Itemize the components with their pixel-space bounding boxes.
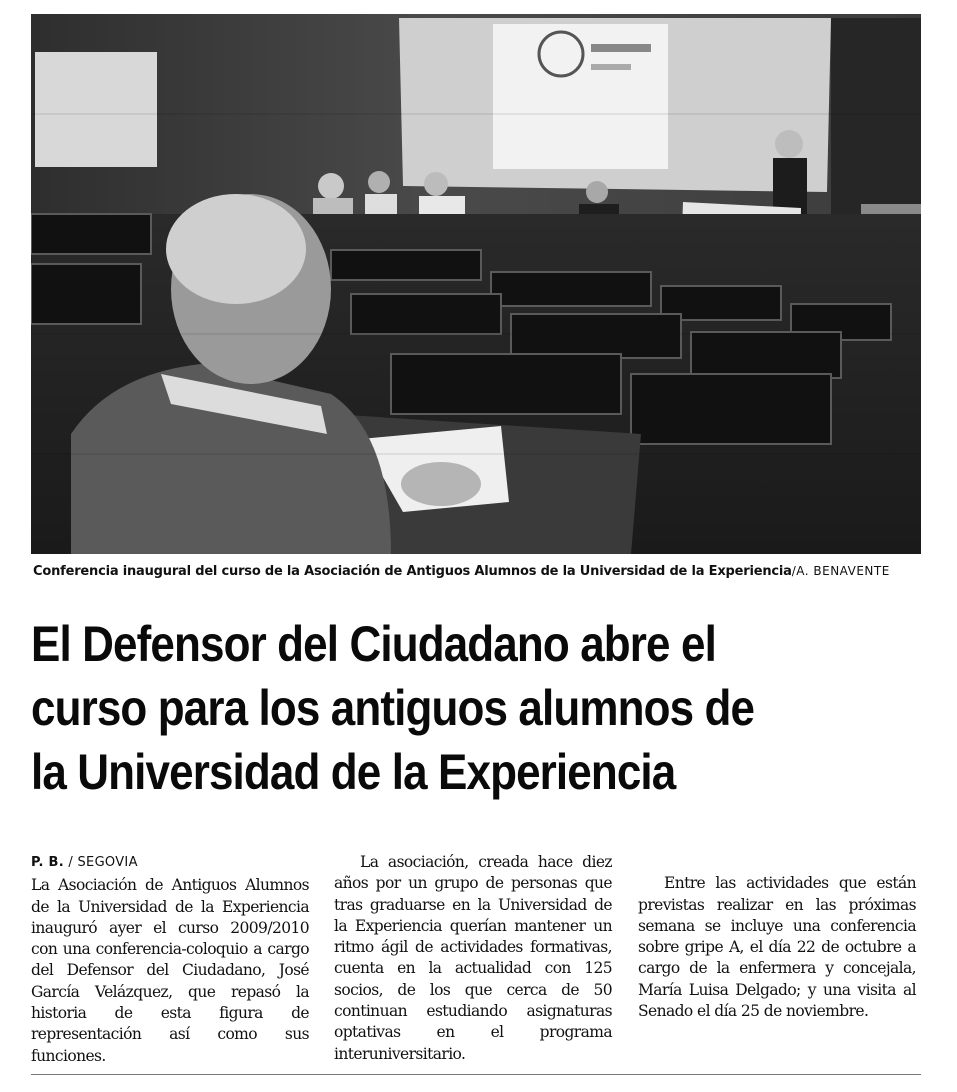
byline-location: / SEGOVIA <box>63 855 138 870</box>
body-column-3 <box>638 852 916 1022</box>
headline-line-2: curso para los antiguos alumnos de <box>31 680 755 736</box>
body-column-1 <box>31 852 309 1067</box>
headline-line-1: El Defensor del Ciudadano abre el <box>31 616 716 672</box>
byline <box>31 852 309 873</box>
article-photo <box>31 14 921 554</box>
caption-text: Conferencia inaugural del curso de la Asociación de Antiguos Alumnos de la Universidad de la Experiencia <box>33 564 792 579</box>
paragraph-1: La Asociación de Antiguos Alumnos de la Universidad de la Experiencia inauguró ayer el curso 2009/2010 con una conferencia-coloquio a cargo del Defensor del Ciudadano, José García Velázquez, que repasó la historia de esta figura de representación así como sus funciones. <box>31 876 309 1065</box>
headline <box>31 612 911 804</box>
paragraph-3: Entre las actividades que están previstas realizar en las próximas semana se incluye una conferencia sobre gripe A, el día 22 de octubre a cargo de la enfermera y concejala, María Luisa Delgado; y una visita al Senado el día 25 de noviembre. <box>638 874 916 1021</box>
bottom-rule <box>31 1074 921 1075</box>
headline-line-3: la Universidad de la Experiencia <box>31 744 676 800</box>
paragraph-2: La asociación, creada hace diez años por un grupo de personas que tras graduarse en la Universidad de la Experiencia querían mantener un ritmo ágil de actividades formativas, cuenta en la actualidad con 125 socios, de los que cerca de 50 continuan estudiando asignaturas optativas en el programa interuniversitario. <box>334 853 612 1063</box>
body-column-2 <box>334 852 612 1065</box>
photo-credit: /A. BENAVENTE <box>791 564 890 578</box>
lecture-hall-photo-icon <box>31 14 921 554</box>
photo-caption <box>33 564 933 579</box>
byline-initials: P. B. <box>31 855 64 870</box>
